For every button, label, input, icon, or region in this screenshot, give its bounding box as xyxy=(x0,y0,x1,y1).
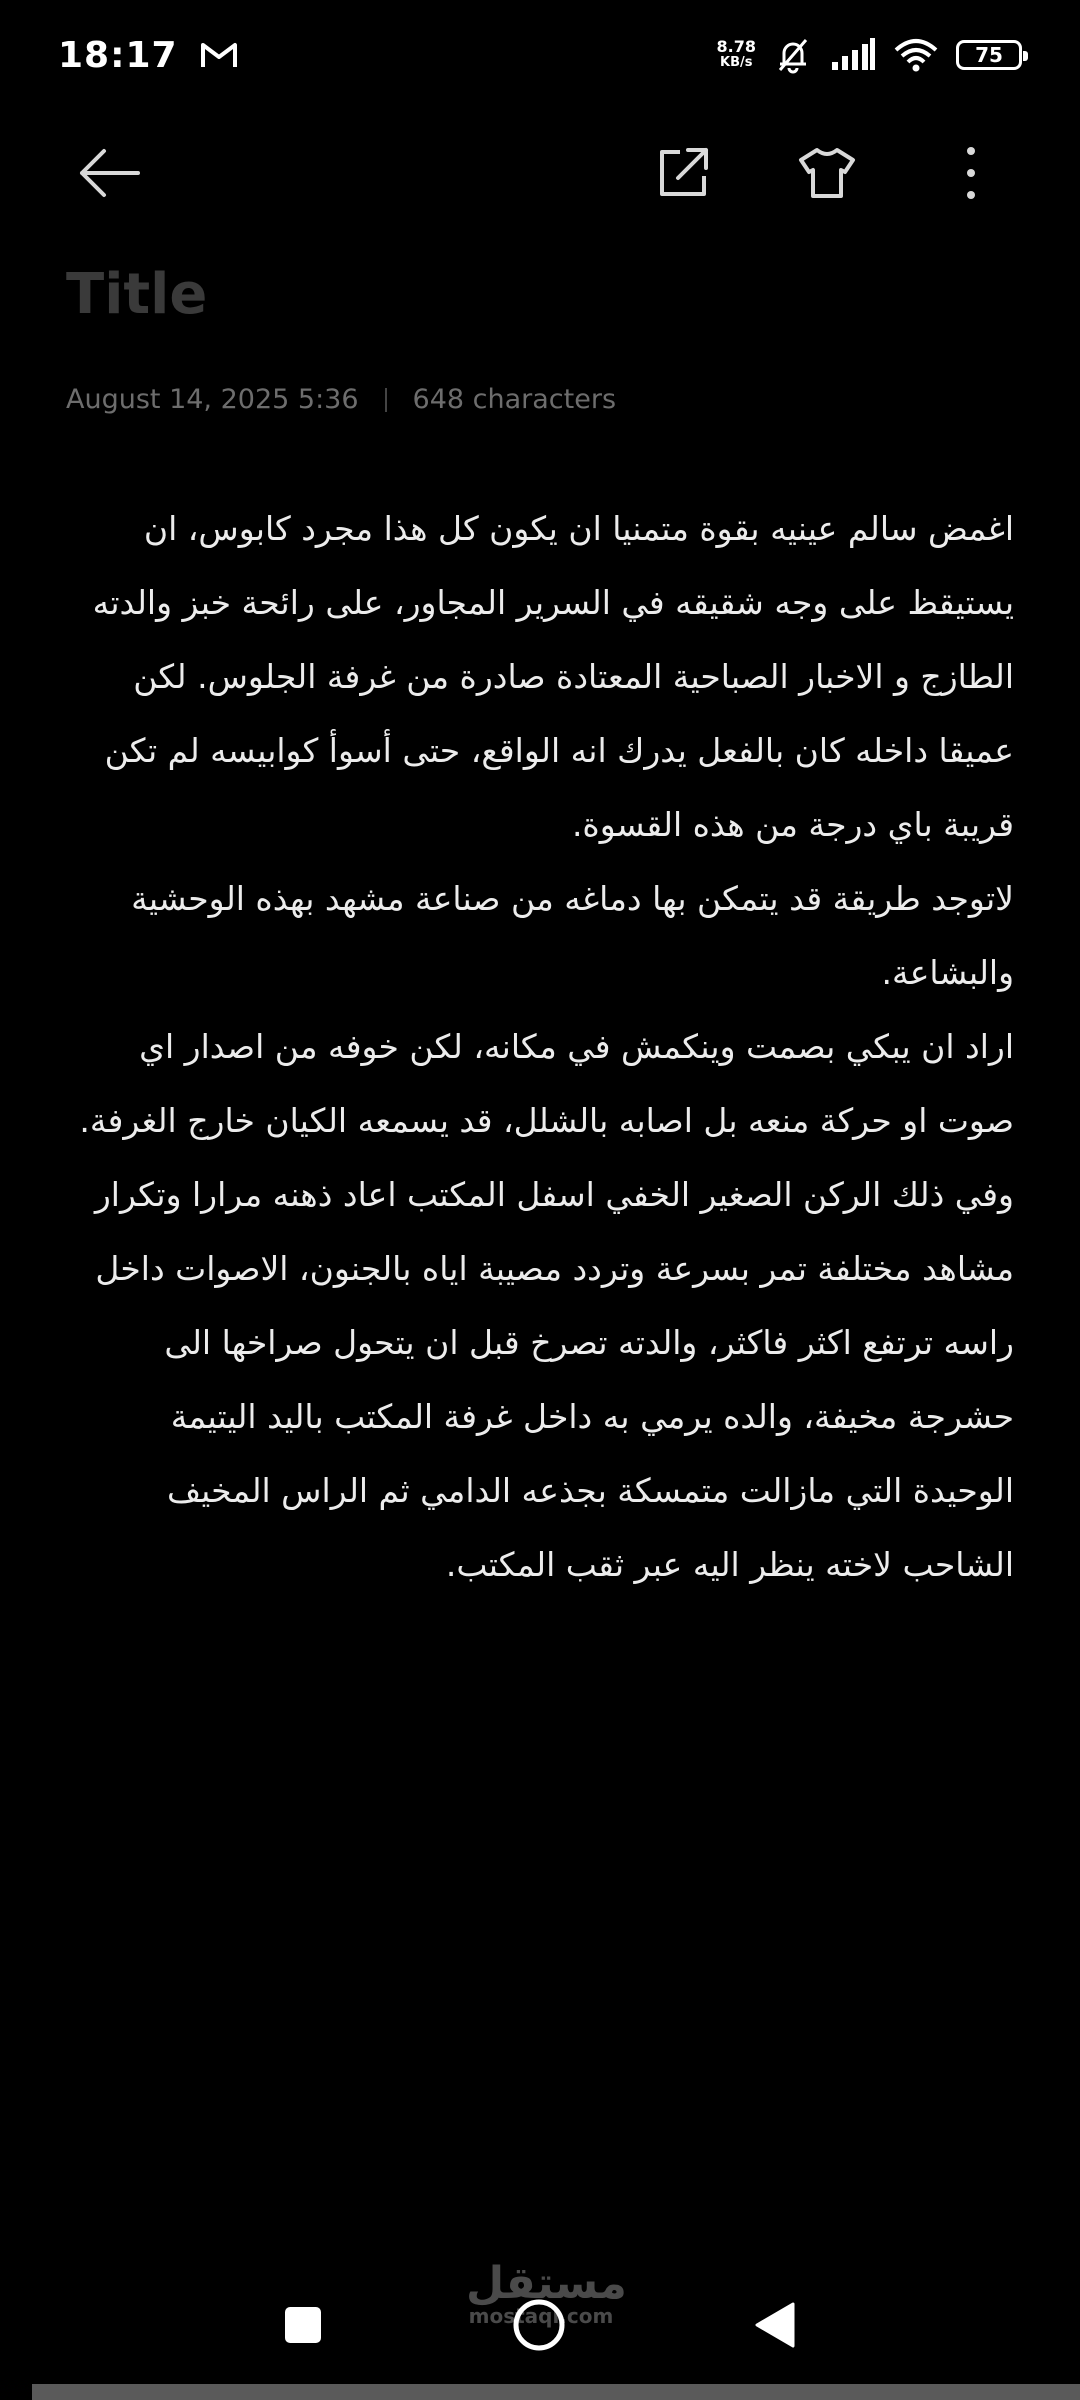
gesture-bar xyxy=(32,2384,1080,2400)
more-options-button[interactable] xyxy=(936,138,1006,208)
back-nav-button[interactable] xyxy=(740,2290,810,2360)
tshirt-icon xyxy=(797,146,857,200)
home-button[interactable] xyxy=(504,2290,574,2360)
wifi-icon xyxy=(894,38,938,72)
system-navigation-bar xyxy=(0,2250,1080,2400)
watermark-latin: mostaql.com xyxy=(468,2304,614,2328)
open-external-icon xyxy=(656,146,710,200)
network-speed xyxy=(717,39,756,71)
note-paragraph: وفي ذلك الركن الصغير الخفي اسفل المكتب اعاد ذهنه مرارا وتكرار مشاهد مختلفة تمر بسرعة وتردد مصيبة اياه بالجنون، الاصوات داخل راسه ترتفع اكثر فاكثر، والدته تصرخ قبل ان يتحول صراخها الى حشرجة مخيفة، والده يرمي به داخل غرفة المكتب باليد اليتيمة الوحيدة التي مازالت متمسكة بجذعه الدامي ثم الراس المخيف الشاحب لاخته ينظر اليه عبر ثقب المكتب. xyxy=(94,1175,1014,1584)
watermark-arabic: مستقل xyxy=(466,2258,627,2309)
square-icon xyxy=(283,2305,323,2345)
share-button[interactable] xyxy=(648,138,718,208)
note-paragraph: اغمض سالم عينيه بقوة متمنيا ان يكون كل هذا مجرد كابوس، ان يستيقظ على وجه شقيقه في السرير المجاور، على رائحة خبز والدته الطازج و الاخبار الصباحية المعتادة صادرة من غرفة الجلوس. لكن عميقا داخله كان بالفعل يدرك انه الواقع، حتى أسوأ كوابيسه لم تكن قريبة باي درجة من هذه القسوة. xyxy=(92,509,1014,844)
note-title-input[interactable]: Title xyxy=(66,262,208,327)
status-time: 18:17 xyxy=(58,34,178,76)
character-count: 648 characters xyxy=(412,384,617,415)
note-paragraph: لاتوجد طريقة قد يتمكن بها دماغه من صناعة مشهد بهذه الوحشية والبشاعة. xyxy=(131,879,1014,992)
arrow-left-icon xyxy=(78,148,140,198)
theme-button[interactable] xyxy=(792,138,862,208)
gmail-notification-icon xyxy=(200,40,238,70)
meta-divider xyxy=(385,388,387,412)
note-paragraph: اراد ان يبكي بصمت وينكمش في مكانه، لكن خوفه من اصدار اي صوت او حركة منعه بل اصابه بالشلل، قد يسمعه الكيان خارج الغرفة. xyxy=(79,1027,1014,1140)
bell-muted-icon xyxy=(774,36,812,74)
note-meta xyxy=(66,384,616,415)
status-bar xyxy=(0,0,1080,110)
triangle-back-icon xyxy=(753,2300,797,2350)
more-vertical-icon xyxy=(963,145,979,201)
network-speed-unit: KB/s xyxy=(720,55,753,70)
status-right xyxy=(717,36,1022,74)
battery-indicator: 75 xyxy=(956,40,1022,70)
recents-button[interactable] xyxy=(268,2290,338,2360)
note-body-editor[interactable] xyxy=(66,492,1014,1602)
note-toolbar xyxy=(0,120,1080,220)
cellular-signal-icon xyxy=(830,38,876,72)
network-speed-value: 8.78 xyxy=(716,37,756,56)
note-date: August 14, 2025 5:36 xyxy=(66,384,359,415)
home-circle-icon xyxy=(511,2297,567,2353)
back-button[interactable] xyxy=(74,138,144,208)
status-left xyxy=(58,35,238,76)
